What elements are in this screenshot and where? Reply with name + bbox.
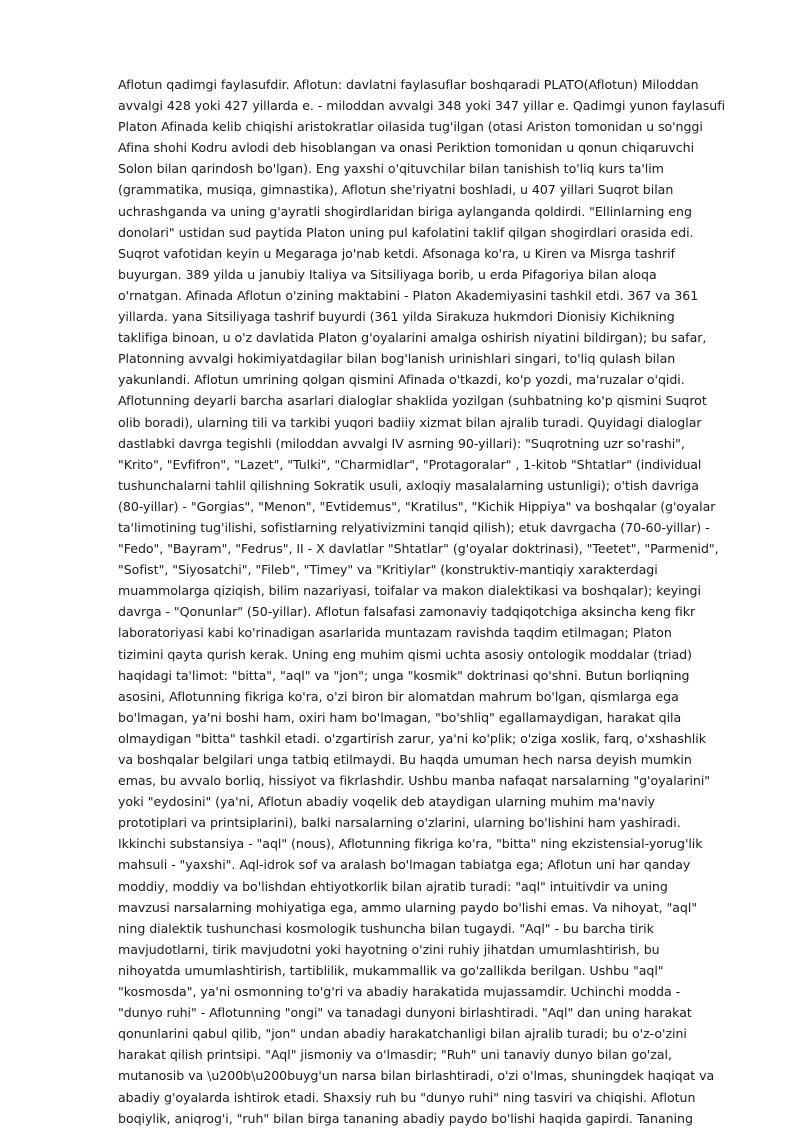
body-paragraph: Aflotun qadimgi faylasufdir. Aflotun: davlatni faylasuflar boshqaradi PLATO(Aflotun) Miloddan avvalgi 428 yoki 427 yillarda e. - miloddan avvalgi 348 yoki 347 yillar e. Qadimgi yunon faylasufi Platon Afinada kelib chiqishi aristokratlar oilasida tug'ilgan (otasi Ariston tomonidan u so'nggi Afina shohi Kodru avlodi deb hisoblangan va onasi Periktion tomonidan u qonun chiqaruvchi Solon bilan qarindosh bo'lgan). Eng yaxshi o'qituvchilar bilan tanishish to'liq kurs ta'lim (grammatika, musiqa, gimnastika), Aflotun she'riyatni boshladi, u 407 yillari Suqrot bilan uchrashganda va uning g'ayratli shogirdlaridan biriga aylanganda qoldirdi. "Ellinlarning eng donolari" ustidan sud paytida Platon uning pul kafolatini taklif qilgan shogirdlari orasida edi. Suqrot vafotidan keyin u Megaraga jo'nab ketdi. Afsonaga ko'ra, u Kiren va Misrga tashrif buyurgan. 389 yilda u janubiy Italiya va Sitsiliyaga borib, u erda Pifagoriya bilan aloqa o'rnatgan. Afinada Aflotun o'zining maktabini - Platon Akademiyasini tashkil etdi. 367 va 361 yillarda. yana Sitsiliyaga tashrif buyurdi (361 yilda Sirakuza hukmdori Dionisiy Kichikning taklifiga binoan, u o'z davlatida Platon g'oyalarini amalga oshirish niyatini bildirgan); bu safar, Platonning avvalgi hokimiyatdagilar bilan bog'lanish urinishlari singari, to'liq qulash bilan yakunlandi. Aflotun umrining qolgan qismini Afinada o'tkazdi, ko'p yozdi, ma'ruzalar o'qidi. Aflotunning deyarli barcha asarlari dialoglar shaklida yozilgan (suhbatning ko'p qismini Suqrot olib boradi), ularning tili va tarkibi yuqori badiiy xizmat bilan ajralib turadi. Quyidagi dialoglar dastlabki davrga tegishli (miloddan avvalgi IV asrning 90-yillari): "Suqrotning uzr so'rashi", "Krito", "Evfifron", "Lazet", "Tulki", "Charmidlar", "Protagoralar" , 1-kitob "Shtatlar" (individual tushunchalarni tahlil qilishning Sokratik usuli, axloqiy masalalarning ustunligi); o'tish davriga (80-yillar) - "Gorgias", "Menon", "Evtidemus", "Kratilus", "Kichik Hippiya" va boshqalar (g'oyalar ta'limotining tug'ilishi, sofistlarning relyativizmini tanqid qilish); etuk davrgacha (70-60-yillar) - "Fedo", "Bayram", "Fedrus", II - X davlatlar "Shtatlar" (g'oyalar doktrinasi), "Teetet", "Parmenid", "Sofist", "Siyosatchi", "Fileb", "Timey" va "Kritiylar" (konstruktiv-mantiqiy xarakterdagi muammolarga qiziqish, bilim nazariyasi, toifalar va makon dialektikasi va boshqalar); keyingi davrga - "Qonunlar" (50-yillar). Aflotun falsafasi zamonaviy tadqiqotchiga aksincha keng fikr laboratoriyasi kabi ko'rinadigan asarlarida muntazam ravishda taqdim etilmagan; Platon tizimini qayta qurish kerak. Uning eng muhim qismi uchta asosiy ontologik moddalar (triad) haqidagi ta'limot: "bitta", "aql" va "jon"; unga "kosmik" doktrinasi qo'shni. Butun borliqning asosini, Aflotunning fikriga ko'ra, o'zi biron bir alomatdan mahrum bo'lgan, qismlarga ega bo'lmagan, ya'ni boshi ham, oxiri ham bo'lmagan, "bo'shliq" egallamaydigan, harakat qila olmaydigan "bitta" tashkil etadi. o'zgartirish zarur, ya'ni ko'plik; o'ziga xoslik, farq, o'xshashlik va boshqalar belgilari unga tatbiq etilmaydi. Bu haqda umuman hech narsa deyish mumkin emas, bu avvalo borliq, hissiyot va fikrlashdir. Ushbu manba nafaqat narsalarning "g'oyalarini" yoki "eydosini" (ya'ni, Aflotun abadiy voqelik deb ataydigan ularning muhim ma'naviy prototiplari va printsiplarini), balki narsalarning o'zlarini, ularning bo'lishini ham yashiradi. Ikkinchi substansiya - "aql" (nous), Aflotunning fikriga ko'ra, "bitta" ning ekzistensial-yorug'lik mahsuli - "yaxshi". Aql-idrok sof va aralash bo'lmagan tabiatga ega; Aflotun uni har qanday moddiy, moddiy va bo'lishdan ehtiyotkorlik bilan ajratib turadi: "aql" intuitivdir va uning mavzusi narsalarning mohiyatiga ega, ammo ularning paydo bo'lishi emas. Va nihoyat, "aql" ning dialektik tushunchasi kosmologik tushuncha bilan tugaydi. "Aql" - bu barcha tirik mavjudotlarni, tirik mavjudotni yoki hayotning o'zini ruhiy jihatdan umumlashtirish, bu nihoyatda umumlashtirish, tartiblilik, mukammallik va go'zallikda berilgan. Ushbu "aql" "kosmosda", ya'ni osmonning to'g'ri va abadiy harakatida mujassamdir. Uchinchi modda - "dunyo ruhi" - Aflotunning "ongi" va tanadagi dunyoni birlashtiradi. "Aql" dan uning harakat qonunlarini qabul qilib, "jon" undan abadiy harakatchanligi bilan ajralib turadi; bu o'z-o'zini harakat qilish printsipi. "Aql" jismoniy va o'lmasdir; "Ruh" uni tanaviy dunyo bilan go'zal, mutanosib va \u200b\u200buyg'un narsa bilan birlashtiradi, o'zi o'lmas, shuningdek haqiqat va abadiy g'oyalarda ishtirok etadi. Shaxsiy ruh bu "dunyo ruhi" ning tasviri va chiqishi. Aflotun boqiylik, aniqrog'i, "ruh" bilan birga tananing abadiy paydo bo'lishi haqida gapirdi. Tananing (118, 77, 726, 1126)
